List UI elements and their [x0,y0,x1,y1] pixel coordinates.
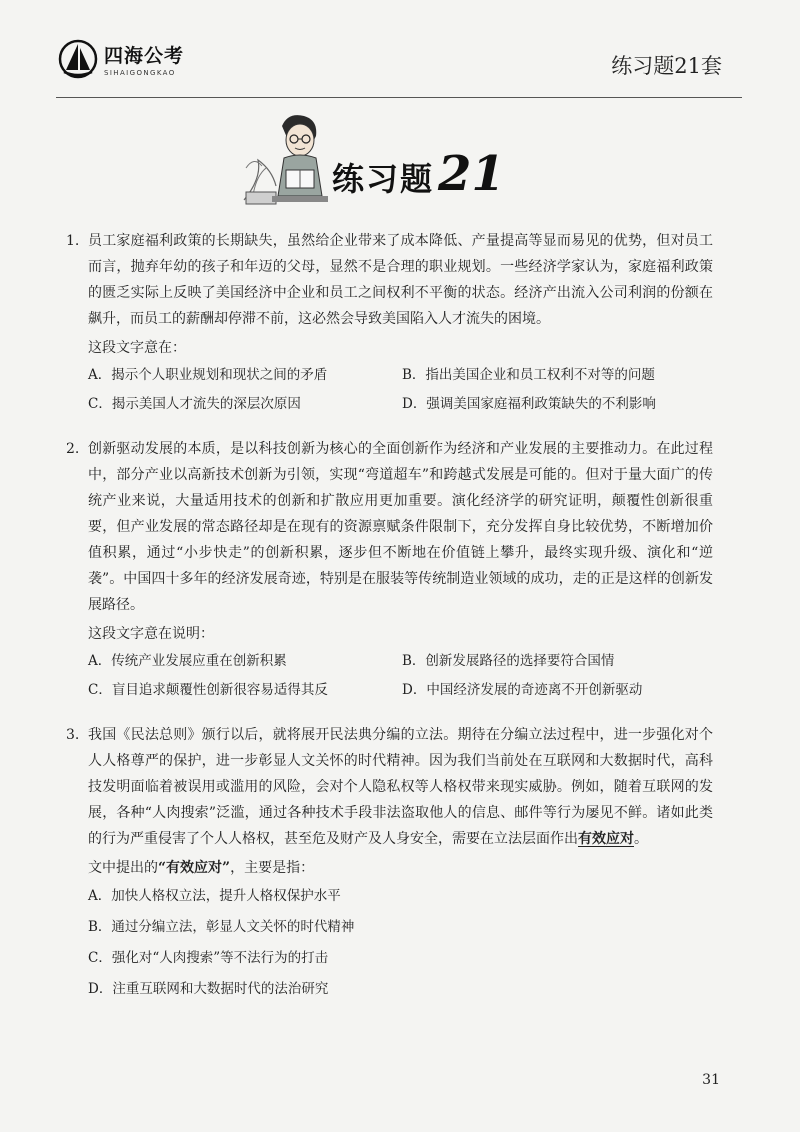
option-b[interactable]: B．创新发展路径的选择要符合国情 [402,653,615,669]
option-d[interactable]: D．注重互联网和大数据时代的法治研究 [88,981,329,997]
options-group [88,361,726,418]
options-group [88,881,726,1005]
stem-text: 我国《民法总则》颁行以后，就将展开民法典分编的立法。期待在分编立法过程中，进一步强化对个人人格尊严的保护，进一步彰显人文关怀的时代精神。因为我们当前处在互联网和大数据时代，高科技发明面临着被误用或滥用的风险，会对个人隐私权等人格权带来现实威胁。例如，随着互联网的发展，各种“人肉搜索”泛滥，通过各种技术手段非法盗取他人的信息、邮件等行为屡见不鲜。诸如此类的行为严重侵害了个人人格权，甚至危及财产及人身安全，需要在立法层面作出 [88,727,713,847]
question-number: 3. [66,727,80,743]
question-2 [66,436,726,704]
stem-text-end: 。 [634,831,648,847]
studying-teacher-illustration-icon [232,108,332,208]
option-a[interactable]: A．揭示个人职业规划和现状之间的矛盾 [88,367,328,383]
question-prompt: 这段文字意在： [88,340,186,356]
option-b[interactable]: B．通过分编立法，彰显人文关怀的时代精神 [88,919,355,935]
option-d[interactable]: D．强调美国家庭福利政策缺失的不利影响 [402,396,656,412]
question-prompt: 这段文字意在说明： [88,626,214,642]
prompt-key-phrase: “有效应对” [158,860,231,876]
question-number: 2. [66,441,80,457]
questions-section [66,228,726,1023]
option-c[interactable]: C．揭示美国人才流失的深层次原因 [88,396,301,412]
page-header [0,0,800,100]
question-number: 1. [66,233,80,249]
question-stem [88,722,713,852]
question-stem: 员工家庭福利政策的长期缺失，虽然给企业带来了成本降低、产量提高等显而易见的优势，但对员工而言，抛弃年幼的孩子和年迈的父母，显然不是合理的职业规划。一些经济学家认为，家庭福利政策的匮乏实际上反映了美国经济中企业和员工之间权利不平衡的状态。经济产出流入公司利润的份额在飙升，而员工的薪酬却停滞不前，这必然会导致美国陷入人才流失的困境。 [88,233,713,327]
question-stem: 创新驱动发展的本质，是以科技创新为核心的全面创新作为经济和产业发展的主要推动力。在此过程中，部分产业以高新技术创新为引领，实现“弯道超车”和跨越式发展是可能的。但对于量大面广的传统产业来说，大量适用技术的创新和扩散应用更加重要。演化经济学的研究证明，颠覆性创新很重要，但产业发展的常态路径却是在现有的资源禀赋条件限制下，充分发挥自身比较优势，不断增加价值积累，通过“小步快走”的创新积累，逐步但不断地在价值链上攀升，最终实现升级、演化和“逆袭”。中国四十多年的经济发展奇迹，特别是在服装等传统制造业领域的成功，走的正是这样的创新发展路径。 [88,441,713,613]
prompt-text: 文中提出的 [88,860,158,876]
title-chinese: 练习题 [332,160,435,198]
options-group [88,647,726,704]
option-a[interactable]: A．传统产业发展应重在创新积累 [88,653,287,669]
option-a[interactable]: A．加快人格权立法，提升人格权保护水平 [88,888,341,904]
brand-logo [58,38,184,80]
set-label: 练习题21套 [611,54,722,78]
option-d[interactable]: D．中国经济发展的奇迹离不开创新驱动 [402,682,643,698]
logo-english-text: SIHAIGONGKAO [104,69,176,77]
sailboat-logo-icon [58,38,98,80]
option-c[interactable]: C．盲目追求颠覆性创新很容易适得其反 [88,682,328,698]
option-b[interactable]: B．指出美国企业和员工权利不对等的问题 [402,367,655,383]
question-prompt [88,855,726,881]
question-1 [66,228,726,418]
logo-chinese-text: 四海公考 [104,45,185,67]
prompt-text-end: ，主要是指： [230,860,315,876]
page-number: 31 [702,1072,720,1088]
option-c[interactable]: C．强化对“人肉搜索”等不法行为的打击 [88,950,329,966]
page-title [332,146,505,202]
stem-underlined-phrase: 有效应对 [578,831,634,847]
title-number: 21 [438,146,505,202]
question-3 [66,722,726,1005]
header-divider [56,97,742,98]
title-banner [232,108,562,208]
